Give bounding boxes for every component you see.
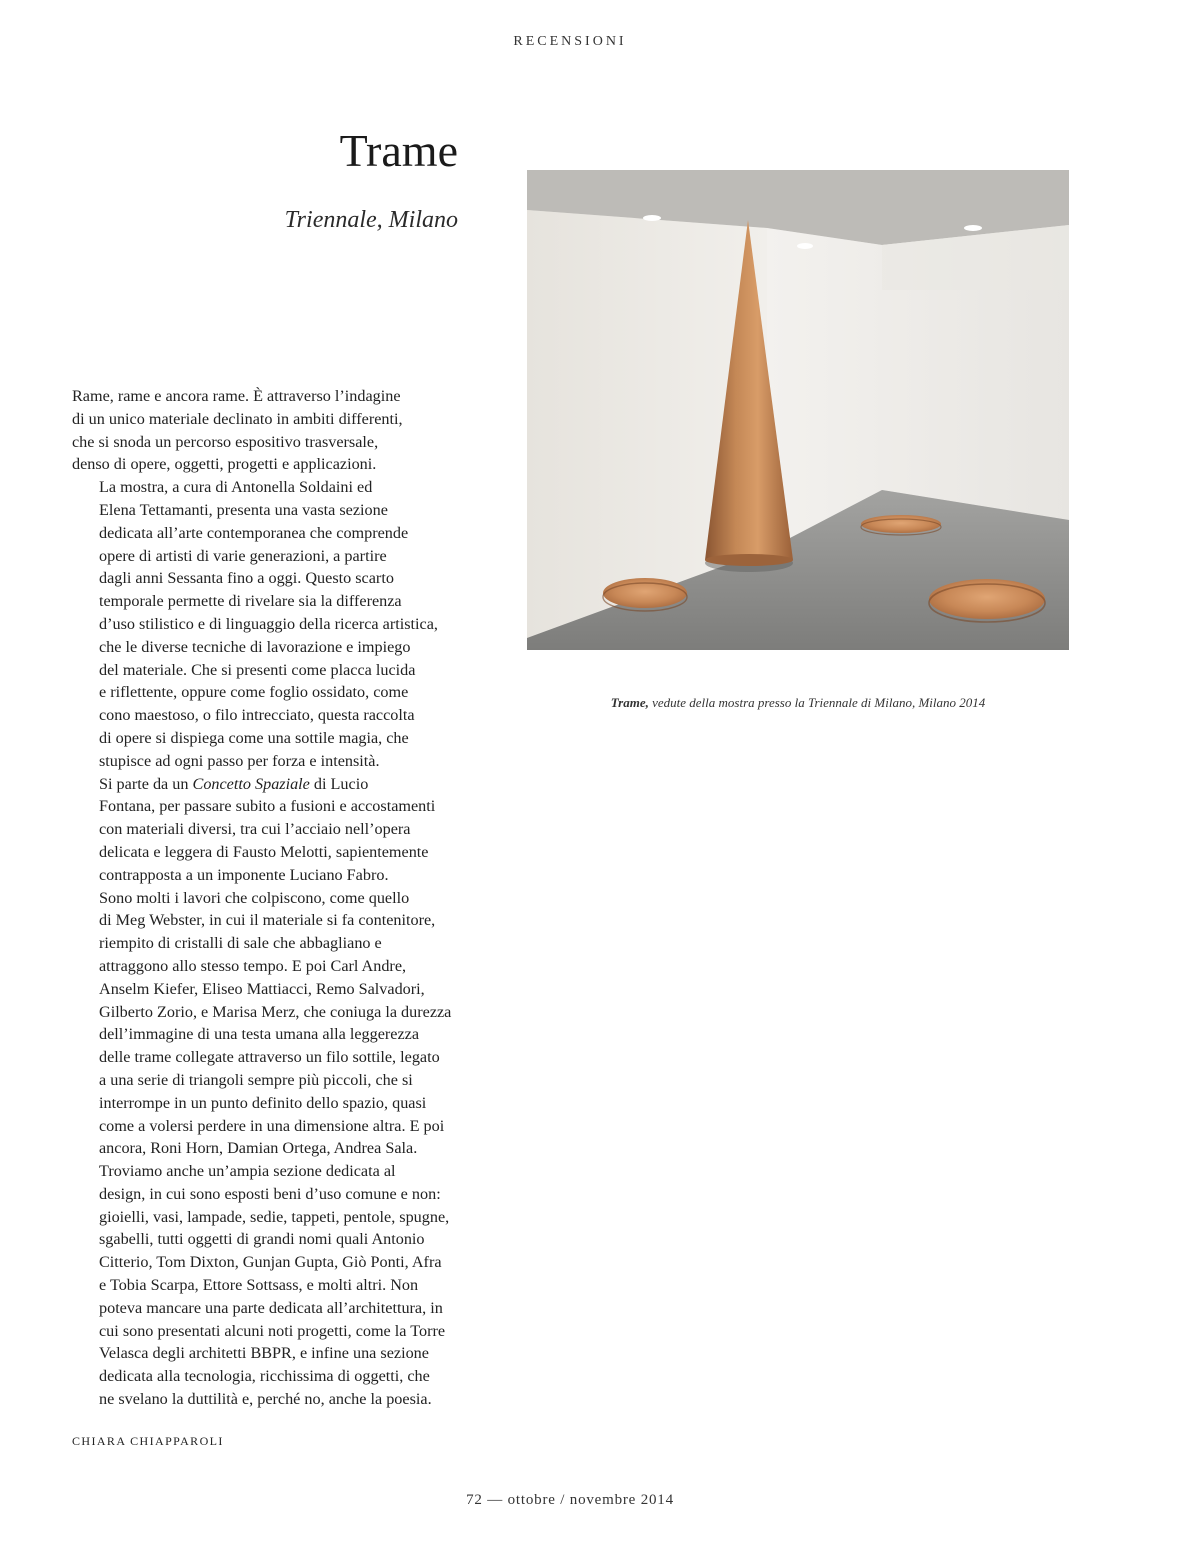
- page-number: 72: [466, 1492, 483, 1508]
- text-line: [72, 1092, 492, 1115]
- text-run: a una serie di triangoli sempre più piccoli, che si: [99, 1070, 413, 1089]
- text-line: [72, 613, 492, 636]
- text-line: [72, 1251, 492, 1274]
- text-run: Elena Tettamanti, presenta una vasta sezione: [99, 500, 388, 519]
- text-run: dedicata all’arte contemporanea che comprende: [99, 523, 409, 542]
- text-line: [72, 818, 492, 841]
- article-paragraph: [72, 887, 492, 1161]
- ceiling-light: [797, 243, 813, 249]
- text-line: [72, 1160, 492, 1183]
- text-line: [72, 795, 492, 818]
- text-line: [72, 1365, 492, 1388]
- text-line: [72, 1342, 492, 1365]
- text-run: sgabelli, tutti oggetti di grandi nomi quali Antonio: [99, 1230, 425, 1249]
- text-line: [72, 499, 492, 522]
- text-line: [72, 932, 492, 955]
- text-run: Velasca degli architetti BBPR, e infine una sezione: [99, 1344, 429, 1363]
- text-run: Fontana, per passare subito a fusioni e accostamenti: [99, 797, 436, 816]
- text-line: [72, 1137, 492, 1160]
- text-line: [72, 522, 492, 545]
- text-line: [72, 1046, 492, 1069]
- text-line: [72, 545, 492, 568]
- article-subtitle: Triennale, Milano: [284, 207, 458, 233]
- text-line: [72, 681, 492, 704]
- text-line: [72, 1115, 492, 1138]
- text-run: contrapposta a un imponente Luciano Fabro.: [99, 865, 389, 884]
- text-run: poteva mancare una parte dedicata all’architettura, in: [99, 1298, 443, 1317]
- text-line: [72, 887, 492, 910]
- article-paragraph: [72, 385, 492, 476]
- text-run: di Lucio: [309, 774, 369, 793]
- text-run: La mostra, a cura di Antonella Soldaini ed: [99, 478, 373, 497]
- text-line: [72, 1023, 492, 1046]
- text-line: [72, 1001, 492, 1024]
- text-line: [72, 978, 492, 1001]
- text-run: d’uso stilistico e di linguaggio della ricerca artistica,: [99, 614, 438, 633]
- caption-text: vedute della mostra presso la Triennale di Milano, Milano 2014: [648, 695, 986, 710]
- footer-separator: —: [482, 1492, 508, 1508]
- text-line: [72, 590, 492, 613]
- text-run: delicata e leggera di Fausto Melotti, sapientemente: [99, 842, 429, 861]
- text-line: [72, 773, 492, 796]
- text-line: [72, 408, 492, 431]
- text-run: denso di opere, oggetti, progetti e applicazioni.: [72, 455, 377, 474]
- text-run: interrompe in un punto definito dello spazio, quasi: [99, 1093, 427, 1112]
- text-line: [72, 476, 492, 499]
- article-paragraph: [72, 1160, 492, 1411]
- text-run: dedicata alla tecnologia, ricchissima di oggetti, che: [99, 1367, 430, 1386]
- copper-disc: [929, 579, 1045, 619]
- text-line: [72, 727, 492, 750]
- text-run: di opere si dispiega come una sottile magia, che: [99, 728, 409, 747]
- text-run: che le diverse tecniche di lavorazione e impiego: [99, 637, 411, 656]
- text-run: che si snoda un percorso espositivo trasversale,: [72, 432, 379, 451]
- text-run: ne svelano la duttilità e, perché no, anche la poesia.: [99, 1390, 432, 1409]
- text-line: [72, 704, 492, 727]
- text-line: [72, 1297, 492, 1320]
- article-paragraph: [72, 476, 492, 772]
- text-line: [72, 1183, 492, 1206]
- text-run: riempito di cristalli di sale che abbagliano e: [99, 934, 382, 953]
- article-body: [72, 385, 492, 1411]
- exhibition-photo-illustration: [527, 170, 1069, 650]
- text-run: cui sono presentati alcuni noti progetti, come la Torre: [99, 1321, 446, 1340]
- text-run: opere di artisti di varie generazioni, a partire: [99, 546, 387, 565]
- text-line: [72, 567, 492, 590]
- section-label: RECENSIONI: [513, 34, 627, 49]
- ceiling-light: [643, 215, 661, 221]
- issue-date: ottobre / novembre 2014: [507, 1492, 674, 1508]
- text-line: [72, 453, 492, 476]
- copper-disc: [861, 515, 941, 533]
- text-run: Troviamo anche un’ampia sezione dedicata al: [99, 1162, 396, 1181]
- text-run: ancora, Roni Horn, Damian Ortega, Andrea Sala.: [99, 1139, 418, 1158]
- italic-text: Concetto Spaziale: [192, 774, 310, 793]
- text-run: delle trame collegate attraverso un filo sottile, legato: [99, 1048, 440, 1067]
- ceiling-light: [964, 225, 982, 231]
- text-line: [72, 955, 492, 978]
- photo-caption: [527, 695, 1069, 711]
- text-line: [72, 1228, 492, 1251]
- text-line: [72, 431, 492, 454]
- text-run: Citterio, Tom Dixton, Gunjan Gupta, Giò Ponti, Afra: [99, 1253, 442, 1272]
- text-run: dell’immagine di una testa umana alla leggerezza: [99, 1025, 420, 1044]
- text-line: [72, 1069, 492, 1092]
- text-line: [72, 1320, 492, 1343]
- article-title: Trame: [339, 125, 458, 176]
- text-line: [72, 385, 492, 408]
- article-paragraph: [72, 773, 492, 887]
- text-run: con materiali diversi, tra cui l’acciaio nell’opera: [99, 820, 411, 839]
- text-run: Gilberto Zorio, e Marisa Merz, che coniuga la durezza: [99, 1002, 452, 1021]
- text-line: [72, 909, 492, 932]
- text-line: [72, 841, 492, 864]
- text-run: del materiale. Che si presenti come placca lucida: [99, 660, 416, 679]
- text-line: [72, 1206, 492, 1229]
- text-run: Rame, rame e ancora rame. È attraverso l’indagine: [72, 387, 401, 405]
- text-line: [72, 1274, 492, 1297]
- page-footer: [0, 1492, 1140, 1509]
- text-line: [72, 864, 492, 887]
- article-author: CHIARA CHIAPPAROLI: [72, 1434, 224, 1448]
- text-run: gioielli, vasi, lampade, sedie, tappeti, pentole, spugne,: [99, 1207, 450, 1226]
- text-run: Anselm Kiefer, Eliseo Mattiacci, Remo Salvadori,: [99, 979, 425, 998]
- text-line: [72, 750, 492, 773]
- text-run: di Meg Webster, in cui il materiale si fa contenitore,: [99, 911, 436, 930]
- text-line: [72, 1388, 492, 1411]
- caption-title: Trame,: [610, 695, 649, 710]
- text-run: dagli anni Sessanta fino a oggi. Questo scarto: [99, 569, 394, 588]
- exhibition-photo: [527, 170, 1069, 650]
- text-run: temporale permette di rivelare sia la differenza: [99, 592, 402, 611]
- text-run: attraggono allo stesso tempo. E poi Carl Andre,: [99, 956, 407, 975]
- text-run: come a volersi perdere in una dimensione altra. E poi: [99, 1116, 445, 1135]
- text-run: e Tobia Scarpa, Ettore Sottsass, e molti altri. Non: [99, 1276, 419, 1295]
- text-run: stupisce ad ogni passo per forza e intensità.: [99, 751, 380, 770]
- text-run: design, in cui sono esposti beni d’uso comune e non:: [99, 1184, 441, 1203]
- text-run: Si parte da un: [99, 774, 193, 793]
- text-run: e riflettente, oppure come foglio ossidato, come: [99, 683, 409, 702]
- text-run: di un unico materiale declinato in ambiti differenti,: [72, 409, 403, 428]
- text-line: [72, 659, 492, 682]
- text-run: cono maestoso, o filo intrecciato, questa raccolta: [99, 706, 415, 725]
- text-line: [72, 636, 492, 659]
- text-run: Sono molti i lavori che colpiscono, come quello: [99, 888, 410, 907]
